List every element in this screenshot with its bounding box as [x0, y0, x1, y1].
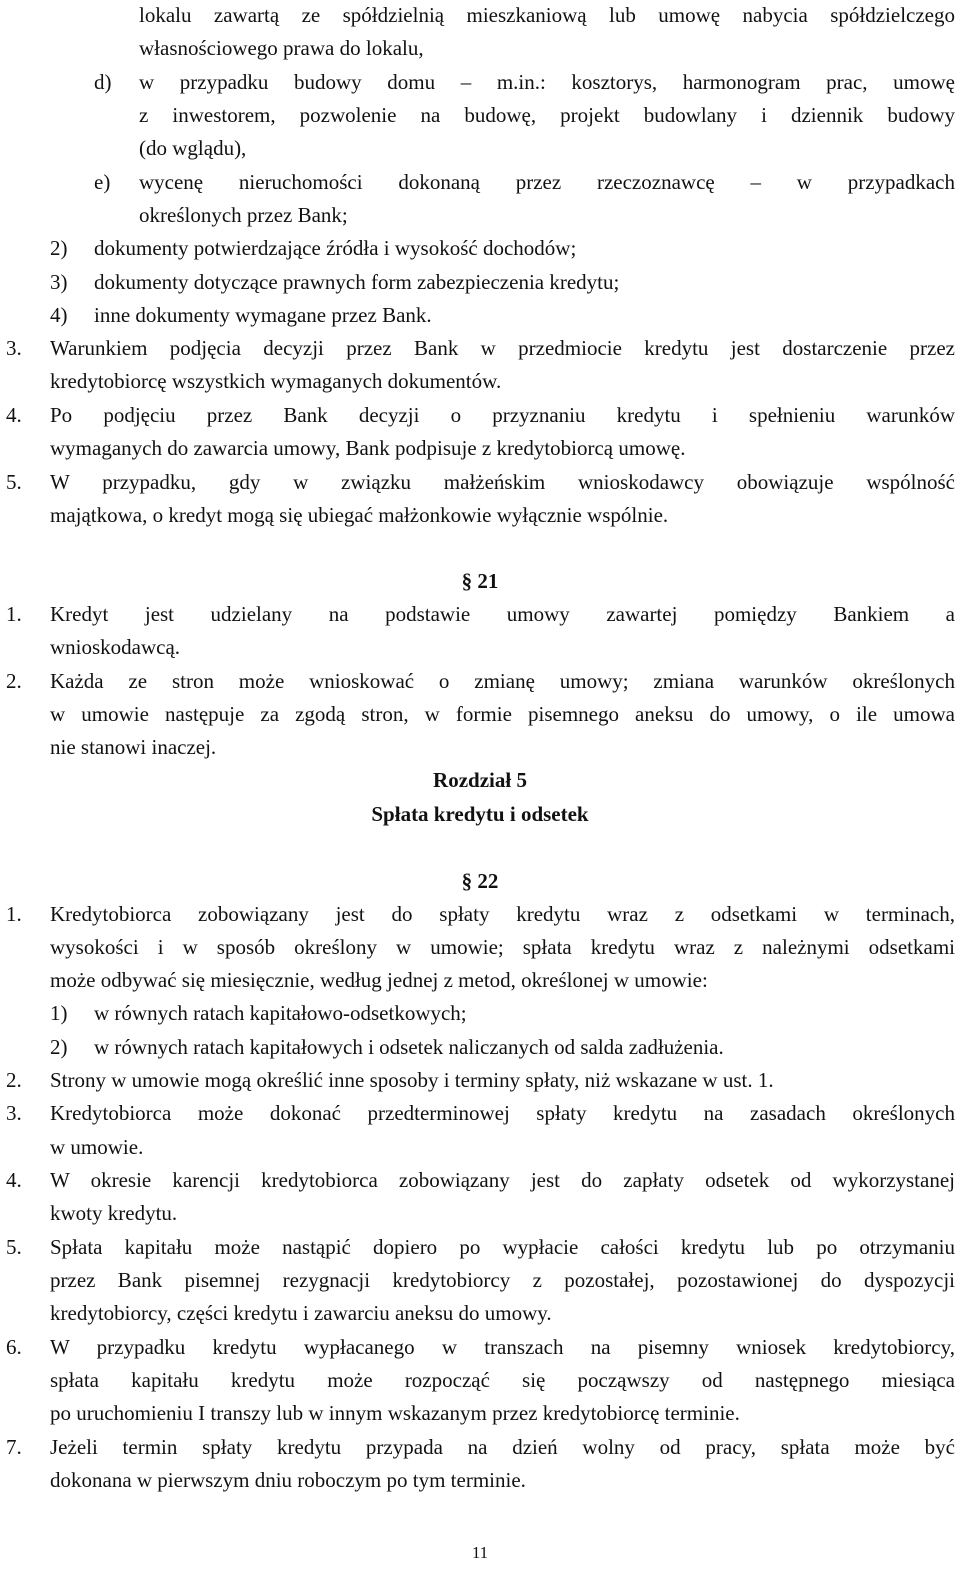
chapter-subtitle: Spłata kredytu i odsetek: [371, 802, 589, 826]
list-marker: 4): [50, 303, 68, 327]
list-item-text: (do wglądu),: [139, 136, 247, 160]
paragraph-text: wymaganych do zawarcia umowy, Bank podpisuje z kredytobiorcą umowę.: [50, 436, 686, 460]
paragraph-number: 4.: [6, 1168, 22, 1192]
paragraph-text: Kredytobiorca zobowiązany jest do spłaty kredytu wraz z odsetkami w terminach,: [50, 902, 955, 926]
paragraph-text: kredytobiorcy, części kredytu i zawarciu aneksu do umowy.: [50, 1301, 552, 1325]
paragraph-text: w umowie następuje za zgodą stron, w formie pisemnego aneksu do umowy, o ile umowa: [50, 702, 955, 726]
section-heading: § 22: [461, 869, 499, 893]
paragraph-text: Jeżeli termin spłaty kredytu przypada na dzień wolny od pracy, spłata może być: [50, 1435, 955, 1459]
paragraph-text: spłata kapitału kredytu może rozpocząć się począwszy od następnego miesiąca: [50, 1368, 955, 1392]
paragraph-number: 4.: [6, 403, 22, 427]
list-continuation-line: własnościowego prawa do lokalu,: [139, 36, 424, 60]
paragraph-number: 1.: [6, 902, 22, 926]
list-item-text: inne dokumenty wymagane przez Bank.: [94, 303, 432, 327]
paragraph-text: Każda ze stron może wnioskować o zmianę umowy; zmiana warunków określonych: [50, 669, 955, 693]
paragraph-text: wnioskodawcą.: [50, 635, 181, 659]
list-item-text: dokumenty dotyczące prawnych form zabezpieczenia kredytu;: [94, 270, 620, 294]
list-item-text: w równych ratach kapitałowych i odsetek naliczanych od salda zadłużenia.: [94, 1035, 724, 1059]
paragraph-text: wysokości i w sposób określony w umowie; spłata kredytu wraz z należnymi odsetkami: [50, 935, 955, 959]
paragraph-text: przez Bank pisemnej rezygnacji kredytobiorcy z pozostałej, pozostawionej do dyspozycji: [50, 1268, 955, 1292]
list-marker: 2): [50, 1035, 68, 1059]
paragraph-text: Strony w umowie mogą określić inne sposoby i terminy spłaty, niż wskazane w ust. 1.: [50, 1068, 774, 1092]
list-marker: d): [94, 70, 112, 94]
paragraph-text: dokonana w pierwszym dniu roboczym po tym terminie.: [50, 1468, 526, 1492]
paragraph-text: nie stanowi inaczej.: [50, 735, 217, 759]
list-item-text: w równych ratach kapitałowo-odsetkowych;: [94, 1001, 467, 1025]
page-number: 11: [471, 1543, 489, 1562]
paragraph-text: W okresie karencji kredytobiorca zobowiązany jest do zapłaty odsetek od wykorzystanej: [50, 1168, 955, 1192]
list-item-text: z inwestorem, pozwolenie na budowę, projekt budowlany i dziennik budowy: [139, 103, 955, 127]
section-heading: § 21: [461, 569, 499, 593]
paragraph-text: Po podjęciu przez Bank decyzji o przyznaniu kredytu i spełnieniu warunków: [50, 403, 955, 427]
list-item-text: w przypadku budowy domu – m.in.: kosztorys, harmonogram prac, umowę: [139, 70, 955, 94]
paragraph-text: kredytobiorcę wszystkich wymaganych dokumentów.: [50, 369, 502, 393]
paragraph-number: 5.: [6, 1235, 22, 1259]
paragraph-text: Kredytobiorca może dokonać przedterminowej spłaty kredytu na zasadach określonych: [50, 1101, 955, 1125]
paragraph-number: 7.: [6, 1435, 22, 1459]
paragraph-number: 1.: [6, 602, 22, 626]
chapter-title: Rozdział 5: [433, 768, 527, 792]
paragraph-text: Warunkiem podjęcia decyzji przez Bank w przedmiocie kredytu jest dostarczenie przez: [50, 336, 955, 360]
paragraph-number: 2.: [6, 1068, 22, 1092]
list-marker: 3): [50, 270, 68, 294]
list-marker: 2): [50, 236, 68, 260]
paragraph-number: 3.: [6, 1101, 22, 1125]
paragraph-text: w umowie.: [50, 1135, 144, 1159]
paragraph-text: majątkowa, o kredyt mogą się ubiegać małżonkowie wyłącznie wspólnie.: [50, 503, 669, 527]
list-continuation-line: lokalu zawartą ze spółdzielnią mieszkaniową lub umowę nabycia spółdzielczego: [139, 3, 955, 27]
paragraph-number: 5.: [6, 470, 22, 494]
paragraph-number: 6.: [6, 1335, 22, 1359]
paragraph-text: po uruchomieniu I transzy lub w innym wskazanym przez kredytobiorcę terminie.: [50, 1401, 740, 1425]
list-marker: 1): [50, 1001, 68, 1025]
list-item-text: wycenę nieruchomości dokonaną przez rzeczoznawcę – w przypadkach: [139, 170, 955, 194]
paragraph-text: W przypadku kredytu wypłacanego w transzach na pisemny wniosek kredytobiorcy,: [50, 1335, 955, 1359]
paragraph-text: może odbywać się miesięcznie, według jednej z metod, określonej w umowie:: [50, 968, 708, 992]
paragraph-text: Kredyt jest udzielany na podstawie umowy zawartej pomiędzy Bankiem a: [50, 602, 955, 626]
paragraph-number: 3.: [6, 336, 22, 360]
list-item-text: dokumenty potwierdzające źródła i wysokość dochodów;: [94, 236, 577, 260]
paragraph-text: Spłata kapitału może nastąpić dopiero po wypłacie całości kredytu lub po otrzymaniu: [50, 1235, 955, 1259]
list-marker: e): [94, 170, 111, 194]
paragraph-text: kwoty kredytu.: [50, 1201, 178, 1225]
paragraph-number: 2.: [6, 669, 22, 693]
paragraph-text: W przypadku, gdy w związku małżeńskim wnioskodawcy obowiązuje wspólność: [50, 470, 955, 494]
list-item-text: określonych przez Bank;: [139, 203, 348, 227]
